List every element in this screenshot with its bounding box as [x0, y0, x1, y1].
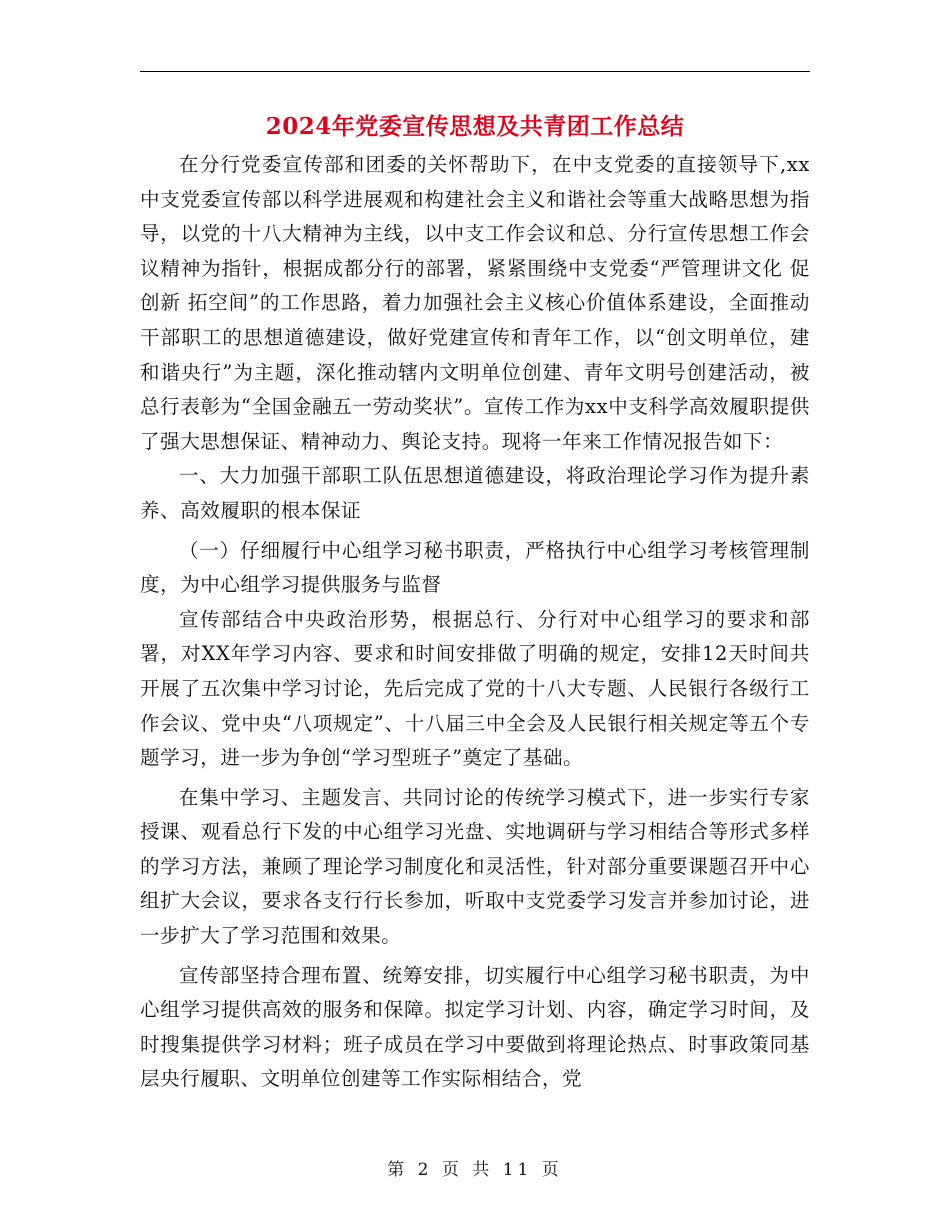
header-rule [140, 71, 810, 72]
document-body [140, 148, 810, 1097]
page-number-footer: 第 2 页 共 11 页 [387, 1160, 563, 1180]
paragraph-study-arrangement: 宣传部结合中央政治形势，根据总行、分行对中心组学习的要求和部署，对XX年学习内容、要求和时间安排做了明确的规定，安排12天时间共开展了五次集中学习讨论，先后完成了党的十八大专题、人民银行各级行工作会议、党中央“八项规定”、十八届三中全会及人民银行相关规定等五个专题学习，进一步为争创“学习型班子”奠定了基础。 [140, 607, 810, 770]
document-title: 2024年党委宣传思想及共青团工作总结 [265, 113, 685, 140]
section-heading-1: 一、大力加强干部职工队伍思想道德建设，将政治理论学习作为提升素养、高效履职的根本保证 [140, 464, 810, 522]
paragraph-secretary-duties: 宣传部坚持合理布置、统筹安排，切实履行中心组学习秘书职责，为中心组学习提供高效的服务和保障。拟定学习计划、内容，确定学习时间，及时搜集提供学习材料；班子成员在学习中要做到将理论热点、时事政策同基层央行履职、文明单位创建等工作实际相结合，党 [140, 963, 810, 1091]
paragraph-study-methods: 在集中学习、主题发言、共同讨论的传统学习模式下，进一步实行专家授课、观看总行下发的中心组学习光盘、实地调研与学习相结合等形式多样的学习方法，兼顾了理论学习制度化和灵活性，针对部分重要课题召开中心组扩大会议，要求各支行行长参加，听取中支党委学习发言并参加讨论，进一步扩大了学习范围和效果。 [140, 785, 810, 948]
paragraph-intro: 在分行党委宣传部和团委的关怀帮助下，在中支党委的直接领导下,xx中支党委宣传部以科学进展观和构建社会主义和谐社会等重大战略思想为指导，以党的十八大精神为主线，以中支工作会议和总、分行宣传思想工作会议精神为指针，根据成都分行的部署，紧紧围绕中支党委“严管理讲文化 促创新 拓空间”的工作思路，着力加强社会主义核心价值体系建设，全面推动干部职工的思想道德建设，做好党建宣传和青年工作，以“创文明单位，建和谐央行”为主题，深化推动辖内文明单位创建、青年文明号创建活动，被总行表彰为“全国金融五一劳动奖状”。宣传工作为xx中支科学高效履职提供了强大思想保证、精神动力、舆论支持。现将一年来工作情况报告如下： [140, 153, 810, 453]
subsection-heading-1: （一）仔细履行中心组学习秘书职责，严格执行中心组学习考核管理制度，为中心组学习提供服务与监督 [140, 538, 810, 597]
